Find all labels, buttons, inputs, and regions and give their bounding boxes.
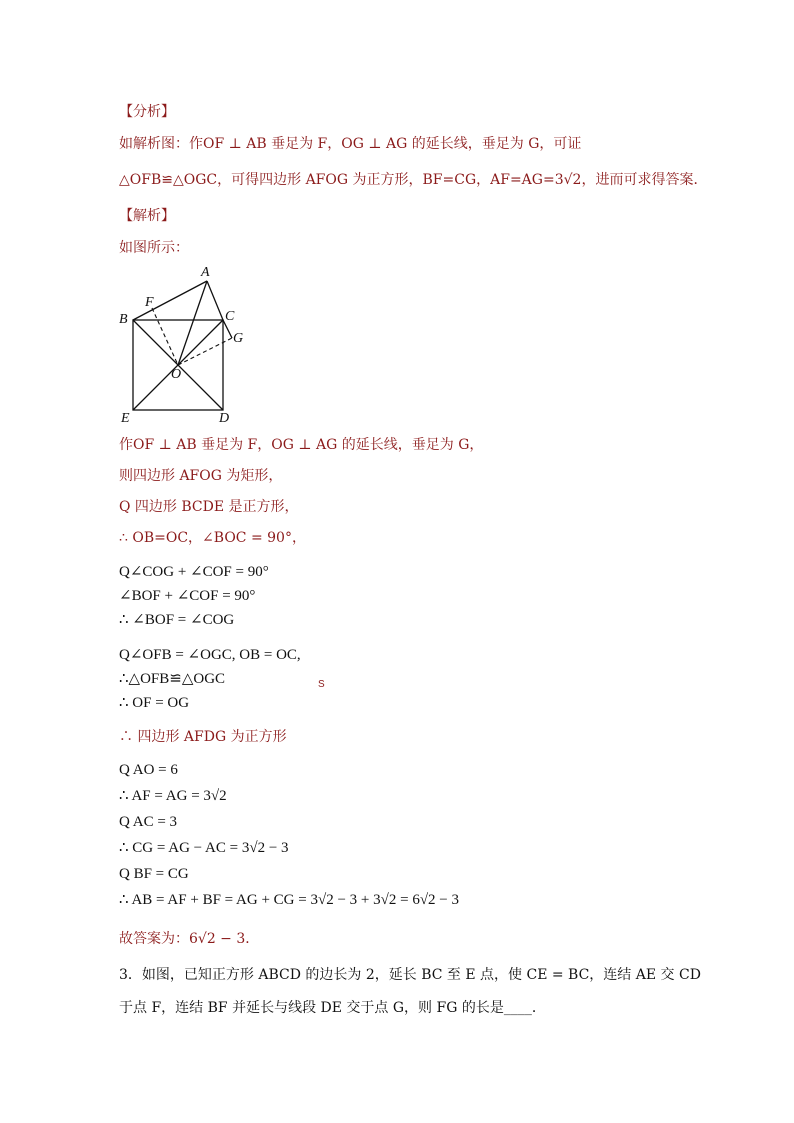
label-o: O: [171, 367, 182, 382]
dashed-of: [152, 308, 178, 365]
analysis-heading: 【分析】: [119, 104, 175, 120]
step-5: Q∠COG + ∠COF = 90°: [119, 564, 269, 580]
label-c: C: [225, 309, 235, 324]
step-16: Q BF = CG: [119, 866, 189, 882]
step-6: ∠BOF + ∠COF = 90°: [119, 588, 256, 604]
step-11: ∴ 四边形 AFDG 为正方形: [119, 729, 287, 745]
step-9-note: S: [318, 679, 325, 690]
step-17: ∴ AB = AF + BF = AG + CG = 3√2 − 3 + 3√2 = 6√2 − 3: [119, 892, 460, 908]
step-1: 作OF ⊥ AB 垂足为 F，OG ⊥ AG 的延长线，垂足为 G，: [119, 437, 484, 453]
problem-3-line-2: 于点 F，连结 BF 并延长与线段 DE 交于点 G，则 FG 的长是____．: [119, 1000, 546, 1016]
step-8: Q∠OFB = ∠OGC, OB = OC,: [119, 647, 301, 663]
geometry-figure: [115, 262, 255, 427]
analysis-line-2: △OFB≌△OGC，可得四边形 AFOG 为正方形，BF=CG，AF=AG=3√2，进而可求得答案．: [119, 172, 708, 188]
problem-3-line-1: 3．如图，已知正方形 ABCD 的边长为 2，延长 BC 至 E 点，使 CE = BC，连结 AE 交 CD: [119, 967, 701, 983]
label-f: F: [145, 295, 154, 310]
step-9: ∴△OFB≌△OGC: [119, 671, 226, 687]
label-a: A: [201, 265, 210, 280]
segment-ac: [207, 281, 223, 320]
step-13: ∴ AF = AG = 3√2: [119, 788, 227, 804]
step-12: Q AO = 6: [119, 762, 178, 778]
step-7: ∴ ∠BOF = ∠COG: [119, 612, 235, 628]
step-15: ∴ CG = AG − AC = 3√2 − 3: [119, 840, 289, 856]
figure-intro: 如图所示：: [119, 240, 189, 256]
step-3: Q 四边形 BCDE 是正方形，: [119, 499, 299, 515]
answer-line: 故答案为：6√2 − 3．: [119, 931, 260, 947]
step-14: Q AC = 3: [119, 814, 178, 830]
step-4: ∴ OB=OC，∠BOC = 90°，: [119, 530, 306, 546]
solution-heading: 【解析】: [119, 208, 175, 224]
analysis-line-1: 如解析图：作OF ⊥ AB 垂足为 F，OG ⊥ AG 的延长线，垂足为 G，可证: [119, 136, 582, 152]
label-b: B: [119, 312, 128, 327]
step-2: 则四边形 AFOG 为矩形，: [119, 468, 283, 484]
label-e: E: [121, 411, 130, 426]
step-10: ∴ OF = OG: [119, 695, 190, 711]
label-g: G: [233, 331, 244, 346]
label-d: D: [219, 411, 230, 426]
